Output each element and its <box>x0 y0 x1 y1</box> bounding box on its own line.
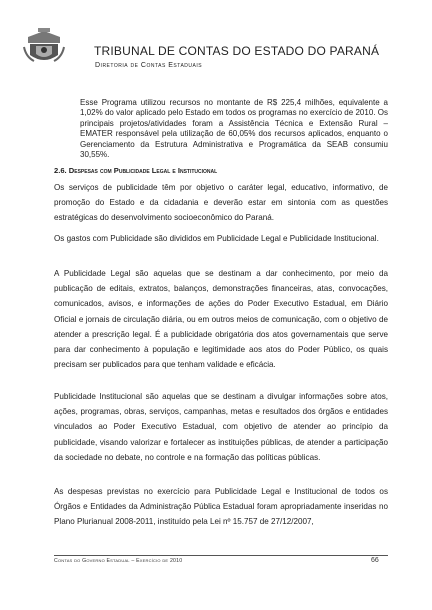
section-heading: 2.6. Despesas com Publicidade Legal e Institucional <box>54 166 218 175</box>
footer-caption: Contas do Governo Estadual – Exercício de 2010 <box>54 558 183 564</box>
page-header <box>0 0 432 82</box>
paragraph-4: Publicidade Institucional são aquelas que se destinam a divulgar informações sobre atos, ações, programas, obras, serviços, campanhas, metas e resultados dos órgãos e entidades vinculados ao Poder Executivo Estadual, com objetivo de atender ao princípio da publicidade, visando valorizar e fortalecer as instituições públicas, de atender a participação da sociedade no debate, no controle e na formação das políticas públicas. <box>54 392 388 462</box>
page-number: 66 <box>371 557 379 564</box>
paragraph-5: As despesas previstas no exercício para Publicidade Legal e Institucional de todos os Órgãos e Entidades da Administração Pública Estadual foram apropriadamente inseridas no Plano Plurianual 2008-2011, instituído pela Lei nº 15.757 de 27/12/2007, <box>54 487 388 527</box>
page-subtitle: Diretoria de Contas Estaduais <box>95 62 203 69</box>
paragraph-1: Os serviços de publicidade têm por objetivo o caráter legal, educativo, informativo, de promoção do Estado e da cidadania e deverão estar em sintonia com as questões estratégicas do desenvolvimento socioeconômico do Paraná. <box>54 183 388 223</box>
paragraph-3: A Publicidade Legal são aquelas que se destinam a dar conhecimento, por meio da publicação de editais, extratos, balanços, demonstrações financeiras, atas, convocações, comunicados, avisos, e informações de ações do Poder Executivo Estadual, em Diário Oficial e jornais de circulação diária, ou em outros meios de comunicação, com o objetivo de atender a prescrição legal. É a publicidade obrigatória dos atos governamentais que serve para dar conhecimento à população e legitimidade aos atos do Poder Público, os quais precisam ser publicados para que tenham validade e eficácia. <box>54 269 388 370</box>
footer-divider <box>54 555 388 556</box>
page-title: TRIBUNAL DE CONTAS DO ESTADO DO PARANÁ <box>94 44 380 58</box>
paragraph-2: Os gastos com Publicidade são divididos em Publicidade Legal e Publicidade Institucional. <box>54 234 379 243</box>
intro-paragraph: Esse Programa utilizou recursos no montante de R$ 225,4 milhões, equivalente a 1,02% do valor aplicado pelo Estado em todos os programas no exercício de 2010. Os principais projetos/atividades foram a Assistência Técnica e Extensão Rural – EMATER responsável pela utilização de 60,05% dos recursos aplicados, enquanto o Gerenciamento da Estrutura Administrativa e Programática da SEAB consumiu 30,55%. <box>80 98 388 160</box>
coat-of-arms-icon <box>22 27 66 67</box>
